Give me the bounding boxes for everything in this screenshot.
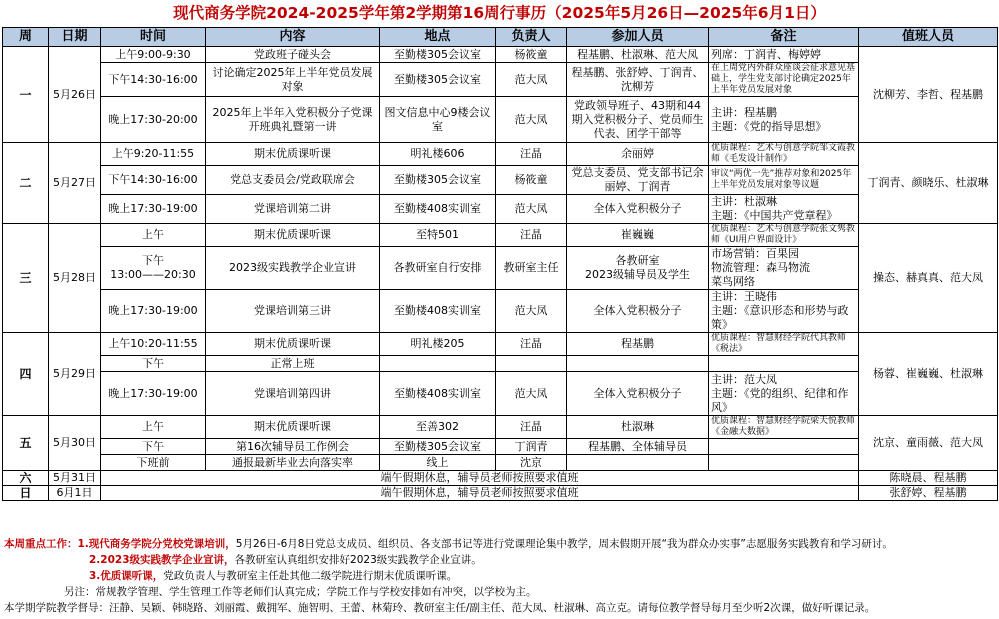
week-cell: 六 <box>3 471 49 486</box>
table-row <box>3 97 998 143</box>
table-row <box>3 486 998 501</box>
lead-cell: 汪晶 <box>496 224 567 247</box>
header-content: 内容 <box>206 28 380 47</box>
people-cell <box>567 356 709 372</box>
duty-cell: 张舒婷、程基鹏 <box>859 486 998 501</box>
table-row <box>3 356 998 372</box>
time-cell: 晚上17:30-19:00 <box>101 195 206 224</box>
people-cell: 党政领导班子、43期和44期入党积极分子、党员师生代表、团学干部等 <box>567 97 709 143</box>
date-cell: 5月30日 <box>49 416 101 471</box>
header-date: 日期 <box>49 28 101 47</box>
time-cell: 晚上17:30-20:00 <box>101 97 206 143</box>
table-row <box>3 195 998 224</box>
time-cell: 上午 <box>101 416 206 439</box>
duty-cell: 丁润青、颜晓乐、杜淑琳 <box>859 143 998 224</box>
content-cell: 通报最新毕业去向落实率 <box>206 455 380 471</box>
content-cell: 党课培训第二讲 <box>206 195 380 224</box>
note-cell: 优质课程：智慧财经学院梁天悦教师《金融大数据》 <box>709 416 859 439</box>
note-cell: 主讲：范大凤 主题：《党的组织、纪律和作风》 <box>709 372 859 416</box>
people-cell: 程基鹏、杜淑琳、范大凤 <box>567 47 709 63</box>
lead-cell: 汪晶 <box>496 143 567 166</box>
week-cell: 四 <box>3 333 49 416</box>
table-row <box>3 166 998 195</box>
place-cell: 图文信息中心9楼会议室 <box>380 97 496 143</box>
time-cell: 上午9:00-9:30 <box>101 47 206 63</box>
time-cell: 下午 13:00——20:30 <box>101 247 206 290</box>
footer-line-3 <box>89 568 457 584</box>
content-cell: 党政班子碰头会 <box>206 47 380 63</box>
lead-cell: 沈京 <box>496 455 567 471</box>
lead-cell: 范大凤 <box>496 63 567 97</box>
people-cell: 全体入党积极分子 <box>567 290 709 333</box>
content-cell: 党课培训第三讲 <box>206 290 380 333</box>
table-row <box>3 416 998 439</box>
lead-cell: 杨筱童 <box>496 47 567 63</box>
place-cell: 至勤楼305会议室 <box>380 47 496 63</box>
header-time: 时间 <box>101 28 206 47</box>
footer-supervisors: 本学期学院教学督导：汪静、吴颖、韩晓路、刘丽霞、戴拥军、施智明、王蕾、林菊玲、教研室主任/副主任、范大凤、杜淑琳、高立克。请每位教学督导每月至少听2次课，做好听课记录。 <box>4 602 876 614</box>
week-cell: 日 <box>3 486 49 501</box>
table-row <box>3 439 998 455</box>
content-cell: 第16次辅导员工作例会 <box>206 439 380 455</box>
footer-other: 另注：常规教学管理、学生管理工作等老师们认真完成；学院工作与学校安排如有冲突，以学校为主。 <box>64 586 537 598</box>
place-cell: 明礼楼606 <box>380 143 496 166</box>
people-cell: 程基鹏 <box>567 333 709 356</box>
note-cell: 审议“两优一先”推荐对象和2025年上半年党员发展对象等议题 <box>709 166 859 195</box>
footer-item1-title: 1.现代商务学院分党校党课培训， <box>77 538 236 550</box>
date-cell: 5月27日 <box>49 143 101 224</box>
date-cell: 6月1日 <box>49 486 101 501</box>
lead-cell: 杨筱童 <box>496 166 567 195</box>
people-cell: 程基鹏、张舒婷、丁润青、沈柳芳 <box>567 63 709 97</box>
lead-cell <box>496 356 567 372</box>
time-cell: 晚上17:30-19:00 <box>101 290 206 333</box>
holiday-note: 端午假期休息，辅导员老师按照要求值班 <box>101 486 859 501</box>
duty-cell: 操态、赫真真、范大凤 <box>859 224 998 333</box>
lead-cell: 教研室主任 <box>496 247 567 290</box>
table-row <box>3 455 998 471</box>
table-row <box>3 333 998 356</box>
note-cell: 在上周党内外群众座谈会征求意见基础上，学生党支部讨论确定2025年上半年党员发展对象 <box>709 63 859 97</box>
place-cell: 明礼楼205 <box>380 333 496 356</box>
time-cell: 晚上17:30-19:00 <box>101 372 206 416</box>
content-cell: 期末优质课听课 <box>206 224 380 247</box>
lead-cell: 范大凤 <box>496 195 567 224</box>
header-row <box>3 28 998 47</box>
footer-item3-title: 3.优质课听课， <box>89 570 164 582</box>
header-place: 地点 <box>380 28 496 47</box>
people-cell: 各教研室 2023级辅导员及学生 <box>567 247 709 290</box>
footer-item2-title: 2.2023级实践教学企业宣讲， <box>89 554 235 566</box>
content-cell: 2025年上半年入党积极分子党课开班典礼暨第一讲 <box>206 97 380 143</box>
page-title: 现代商务学院2024-2025学年第2学期第16周行事历（2025年5月26日—2025年6月1日） <box>173 4 826 22</box>
time-cell: 下午 <box>101 439 206 455</box>
lead-cell: 范大凤 <box>496 290 567 333</box>
people-cell: 余丽婷 <box>567 143 709 166</box>
content-cell: 期末优质课听课 <box>206 333 380 356</box>
schedule-table <box>2 27 998 501</box>
note-cell: 主讲：杜淑琳 主题：《中国共产党章程》 <box>709 195 859 224</box>
content-cell: 期末优质课听课 <box>206 143 380 166</box>
date-cell: 5月28日 <box>49 224 101 333</box>
time-cell: 下午14:30-16:00 <box>101 166 206 195</box>
week-cell: 三 <box>3 224 49 333</box>
note-cell <box>709 356 859 372</box>
header-note: 备注 <box>709 28 859 47</box>
holiday-note: 端午假期休息，辅导员老师按照要求值班 <box>101 471 859 486</box>
time-cell: 上午9:20-11:55 <box>101 143 206 166</box>
footer-line-1 <box>4 536 893 552</box>
place-cell: 线上 <box>380 455 496 471</box>
note-cell: 市场营销：百果园 物流管理：森马物流 菜鸟网络 <box>709 247 859 290</box>
header-week: 周 <box>3 28 49 47</box>
lead-cell: 汪晶 <box>496 416 567 439</box>
table-row <box>3 63 998 97</box>
place-cell: 至勤楼408实训室 <box>380 290 496 333</box>
time-cell: 下班前 <box>101 455 206 471</box>
content-cell: 党总支委员会/党政联席会 <box>206 166 380 195</box>
header-people: 参加人员 <box>567 28 709 47</box>
place-cell: 至勤楼305会议室 <box>380 439 496 455</box>
place-cell: 至勤楼408实训室 <box>380 372 496 416</box>
people-cell: 程基鹏、全体辅导员 <box>567 439 709 455</box>
table-row <box>3 143 998 166</box>
footer-item2-body: 各教研室认真组织安排好2023级实践教学企业宣讲。 <box>234 554 482 566</box>
place-cell: 至善302 <box>380 416 496 439</box>
duty-cell: 陈晓晨、程基鹏 <box>859 471 998 486</box>
people-cell: 党总支委员、党支部书记余丽婷、丁润青 <box>567 166 709 195</box>
footer-label: 本周重点工作： <box>4 538 78 550</box>
note-cell: 主讲：王晓伟 主题：《意识形态和形势与政策》 <box>709 290 859 333</box>
duty-cell: 沈京、童雨薇、范大凤 <box>859 416 998 471</box>
people-cell: 全体入党积极分子 <box>567 195 709 224</box>
table-row <box>3 47 998 63</box>
people-cell: 杜淑琳 <box>567 416 709 439</box>
content-cell: 2023级实践教学企业宣讲 <box>206 247 380 290</box>
note-cell: 优质课程：艺术与创意学院邹文霞教师《毛发设计制作》 <box>709 143 859 166</box>
content-cell: 党课培训第四讲 <box>206 372 380 416</box>
table-row <box>3 247 998 290</box>
date-cell: 5月26日 <box>49 47 101 143</box>
place-cell: 各教研室自行安排 <box>380 247 496 290</box>
people-cell <box>567 455 709 471</box>
place-cell: 至勤楼305会议室 <box>380 166 496 195</box>
time-cell: 下午14:30-16:00 <box>101 63 206 97</box>
note-cell <box>709 439 859 455</box>
week-cell: 二 <box>3 143 49 224</box>
content-cell: 正常上班 <box>206 356 380 372</box>
time-cell: 下午 <box>101 356 206 372</box>
footer-item3-body: 党政负责人与教研室主任赴其他二级学院进行期末优质课听课。 <box>163 570 458 582</box>
footer-line-2 <box>89 552 482 568</box>
time-cell: 上午10:20-11:55 <box>101 333 206 356</box>
week-cell: 五 <box>3 416 49 471</box>
people-cell: 崔巍巍 <box>567 224 709 247</box>
footer-item1-body: 5月26日-6月8日党总支成员、组织员、各支部书记等进行党课理论集中教学，周末假期开展“我为群众办实事”志愿服务实践教育和学习研讨。 <box>235 538 893 550</box>
lead-cell: 汪晶 <box>496 333 567 356</box>
note-cell: 优质课程：智慧财经学院代其教师《税法》 <box>709 333 859 356</box>
place-cell: 至勤楼408实训室 <box>380 195 496 224</box>
header-duty: 值班人员 <box>859 28 998 47</box>
note-cell <box>709 455 859 471</box>
note-cell: 列席：丁润青、梅婷婷 <box>709 47 859 63</box>
content-cell: 期末优质课听课 <box>206 416 380 439</box>
week-cell: 一 <box>3 47 49 143</box>
date-cell: 5月31日 <box>49 471 101 486</box>
content-cell: 讨论确定2025年上半年党员发展对象 <box>206 63 380 97</box>
place-cell: 至特501 <box>380 224 496 247</box>
lead-cell: 范大凤 <box>496 372 567 416</box>
place-cell <box>380 356 496 372</box>
duty-cell: 杨蓉、崔巍巍、杜淑琳 <box>859 333 998 416</box>
place-cell: 至勤楼305会议室 <box>380 63 496 97</box>
lead-cell: 丁润青 <box>496 439 567 455</box>
lead-cell: 范大凤 <box>496 97 567 143</box>
table-row <box>3 224 998 247</box>
people-cell: 全体入党积极分子 <box>567 372 709 416</box>
table-row <box>3 290 998 333</box>
date-cell: 5月29日 <box>49 333 101 416</box>
note-cell: 优质课程：艺术与创意学院张文隽教师《UI用户界面设计》 <box>709 224 859 247</box>
table-row <box>3 372 998 416</box>
header-lead: 负责人 <box>496 28 567 47</box>
time-cell: 上午 <box>101 224 206 247</box>
duty-cell: 沈柳芳、李哲、程基鹏 <box>859 47 998 143</box>
note-cell: 主讲：程基鹏 主题：《党的指导思想》 <box>709 97 859 143</box>
table-row <box>3 471 998 486</box>
